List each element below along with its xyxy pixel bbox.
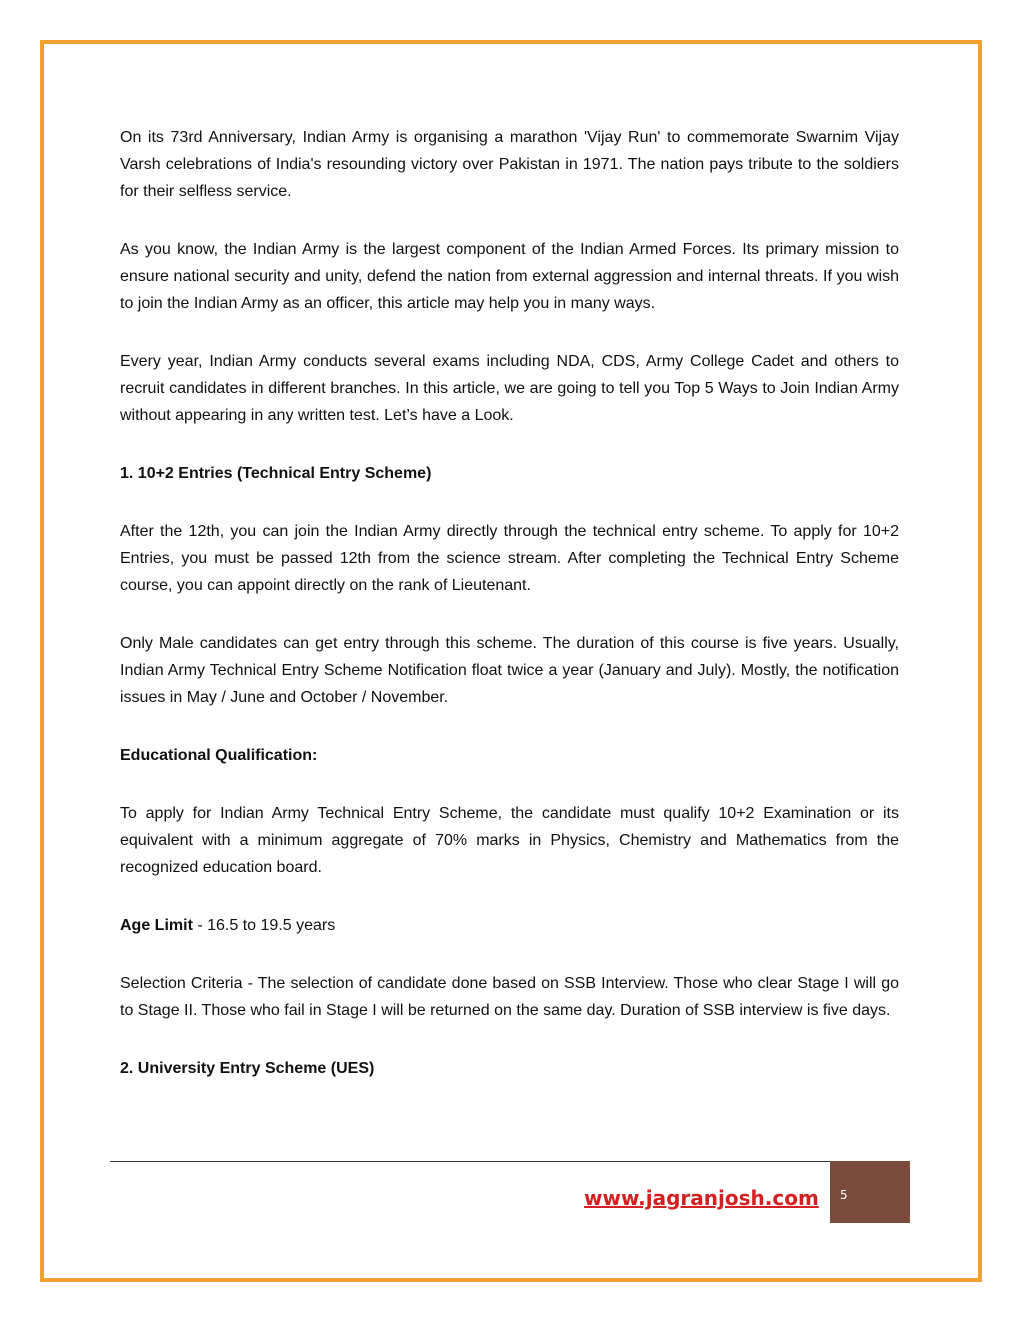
age-limit-value: - 16.5 to 19.5 years: [192, 917, 336, 934]
paragraph-selection-criteria: Selection Criteria - The selection of candidate done based on SSB Interview. Those who clear Stage I will go to Stage II. Those who fail in Stage I will be returned on the same day. Duration of SSB interview is five days.: [120, 975, 899, 1019]
paragraph-intro: On its 73rd Anniversary, Indian Army is organising a marathon 'Vijay Run' to commemorate Swarnim Vijay Varsh celebrations of India's resounding victory over Pakistan in 1971. The nation pays tribute to the soldiers for their selfless service.: [120, 129, 899, 200]
page-number-box: [830, 1161, 910, 1223]
heading-technical-entry: 1. 10+2 Entries (Technical Entry Scheme): [120, 465, 432, 482]
heading-educational-qualification: Educational Qualification:: [120, 747, 318, 764]
paragraph-army-mission: As you know, the Indian Army is the largest component of the Indian Armed Forces. Its primary mission to ensure national security and unity, defend the nation from external aggression and internal threats. If you wish to join the Indian Army as an officer, this article may help you in many ways.: [120, 241, 899, 312]
footer-divider: [110, 1161, 830, 1162]
age-limit-label: Age Limit: [120, 917, 193, 934]
paragraph-exams: Every year, Indian Army conducts several exams including NDA, CDS, Army College Cadet and others to recruit candidates in different branches. In this article, we are going to tell you Top 5 Ways to Join Indian Army without appearing in any written test. Let’s have a Look.: [120, 353, 899, 424]
paragraph-male-candidates: Only Male candidates can get entry through this scheme. The duration of this course is five years. Usually, Indian Army Technical Entry Scheme Notification float twice a year (January and July). Mostly, the notification issues in May / June and October / November.: [120, 635, 899, 706]
paragraph-after-12th: After the 12th, you can join the Indian Army directly through the technical entry scheme. To apply for 10+2 Entries, you must be passed 12th from the science stream. After completing the Technical Entry Scheme course, you can appoint directly on the rank of Lieutenant.: [120, 523, 899, 594]
article-body: [120, 124, 899, 1082]
footer-website-link[interactable]: www.jagranjosh.com: [584, 1186, 819, 1210]
paragraph-qualification: To apply for Indian Army Technical Entry Scheme, the candidate must qualify 10+2 Examination or its equivalent with a minimum aggregate of 70% marks in Physics, Chemistry and Mathematics from the recognized education board.: [120, 805, 899, 876]
page-number: 5: [840, 1188, 848, 1202]
heading-university-entry: 2. University Entry Scheme (UES): [120, 1060, 375, 1077]
age-limit: [120, 912, 899, 939]
